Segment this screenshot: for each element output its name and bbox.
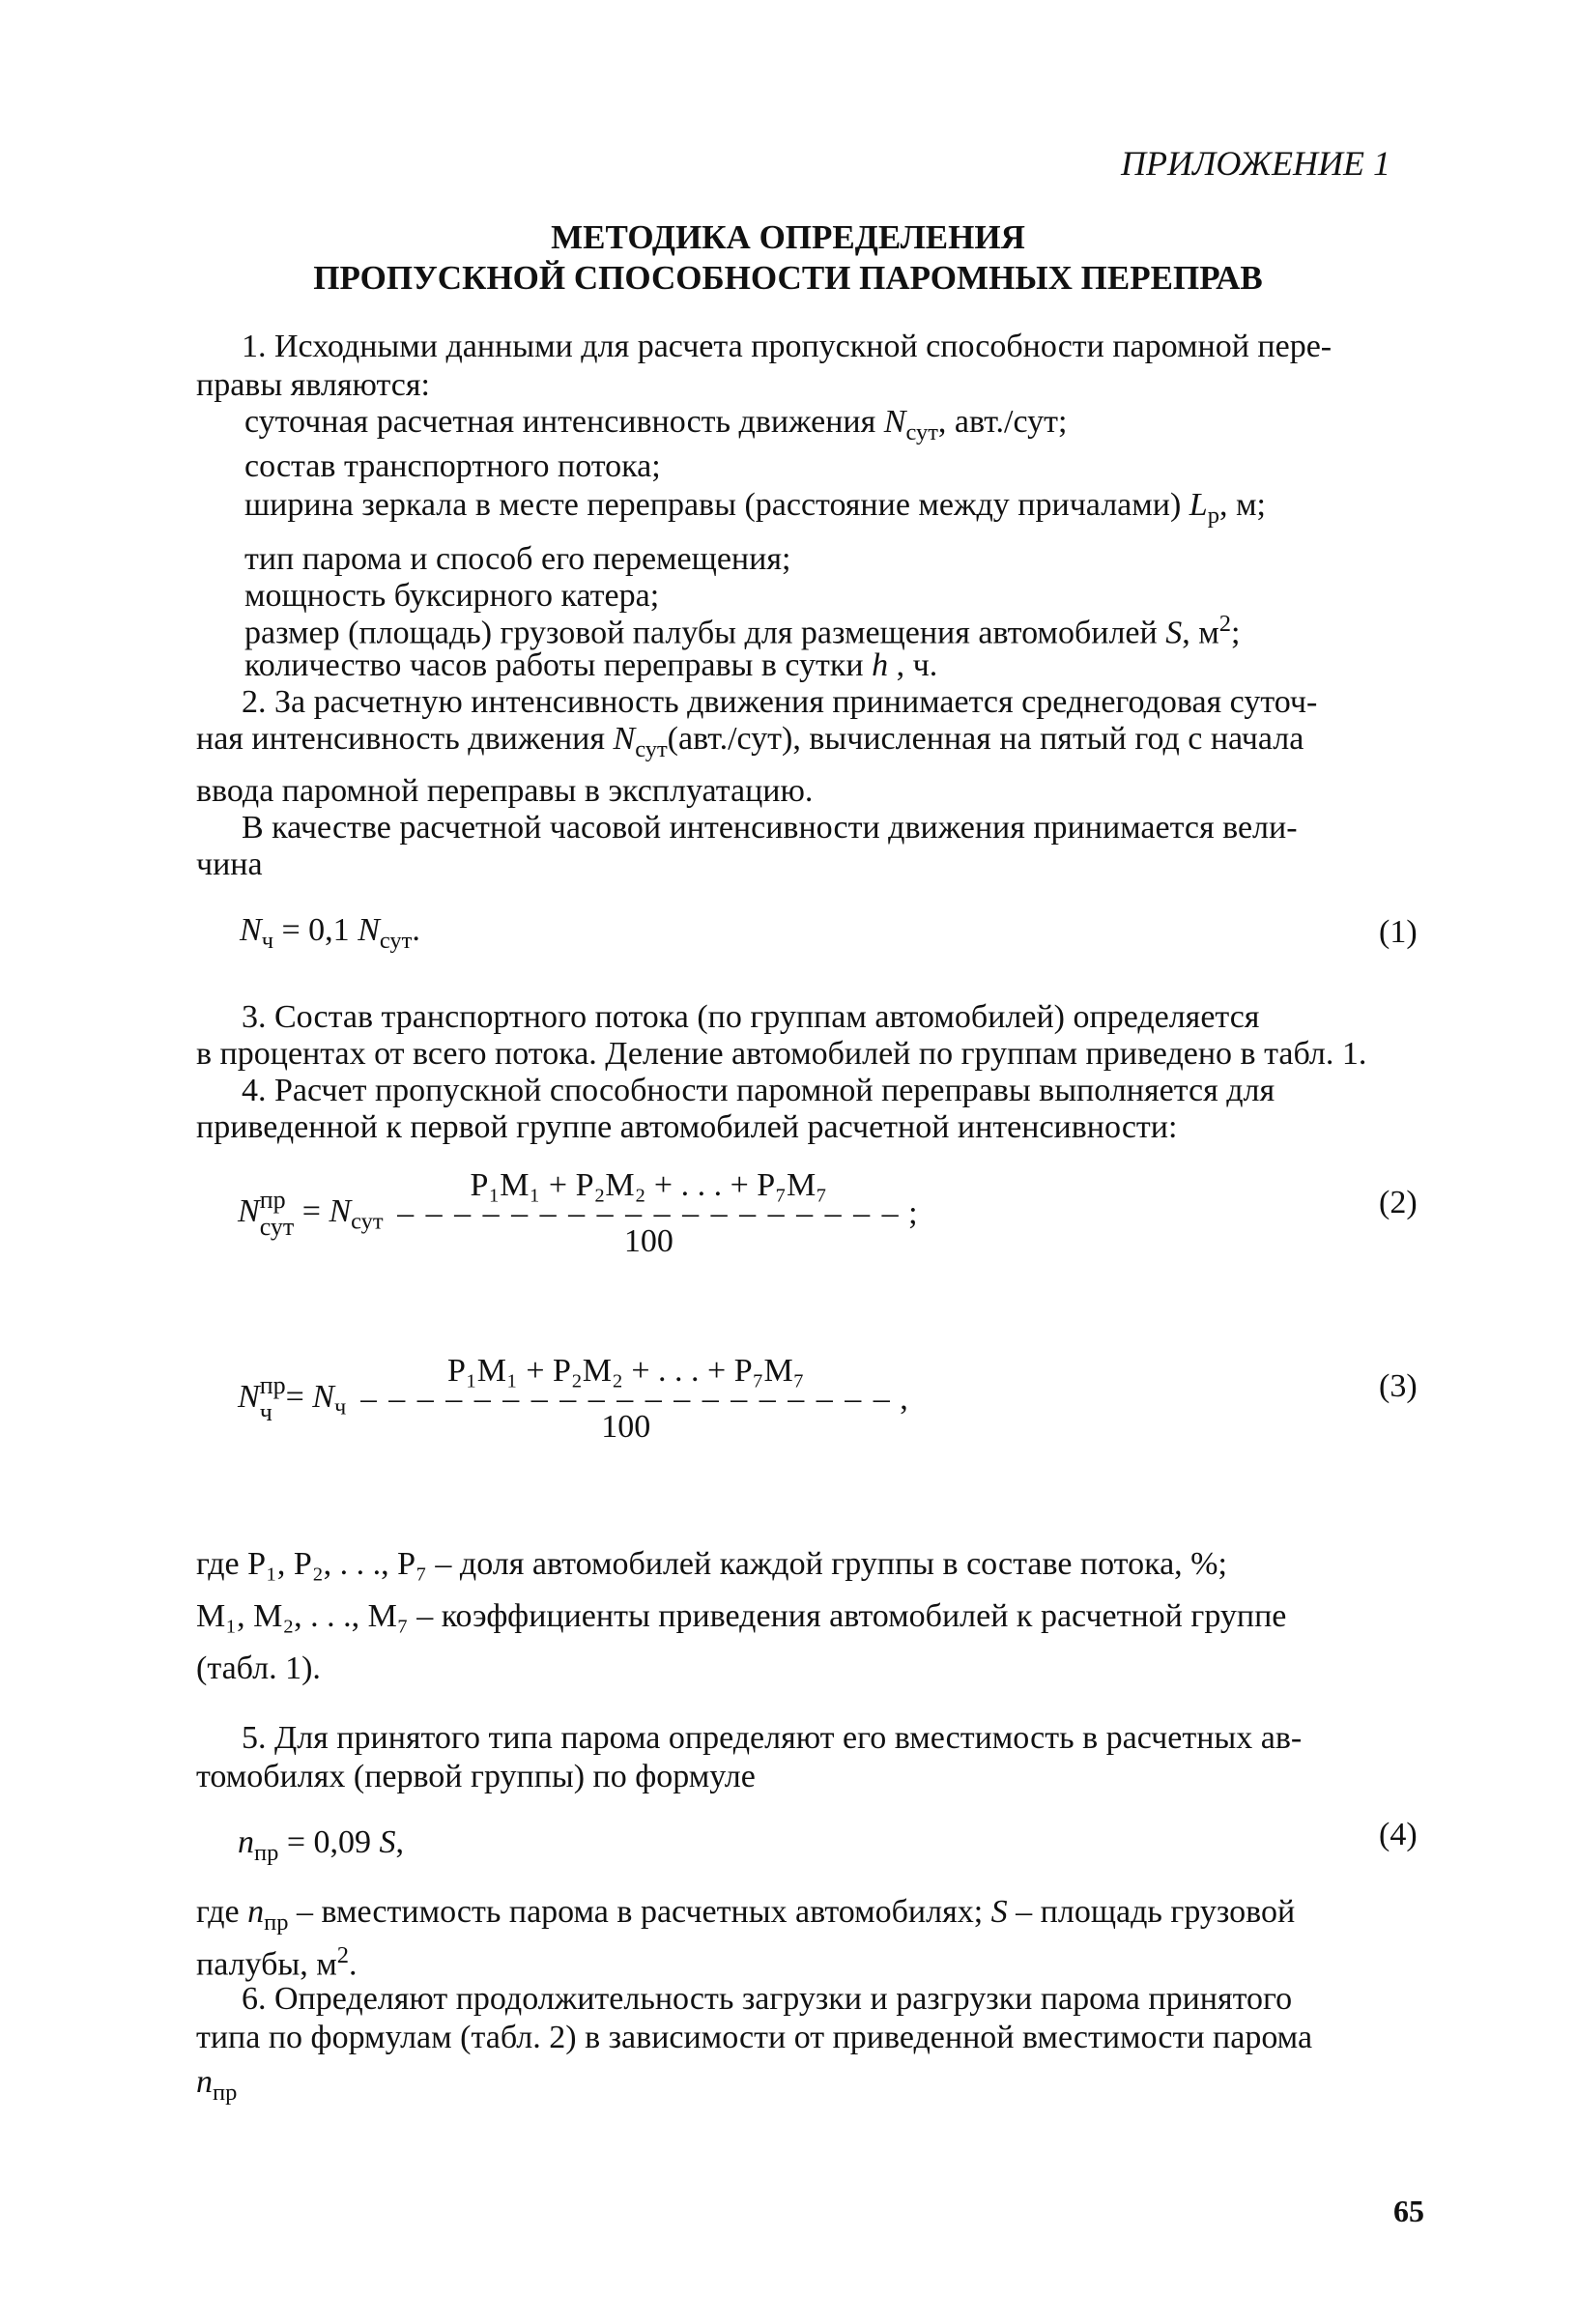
formula-4 bbox=[238, 1824, 404, 1867]
formula2-numerator: P₁M₁ + P₂M₂ + . . . + P₇M₇ bbox=[470, 1167, 828, 1203]
title-line-2: ПРОПУСКНОЙ СПОСОБНОСТИ ПАРОМНЫХ ПЕРЕПРАВ bbox=[313, 259, 1263, 297]
formula1-rhs-subscript: сут bbox=[379, 927, 413, 954]
item1-text: суточная расчетная интенсивность движения bbox=[244, 404, 884, 440]
item6-symbol: S bbox=[1165, 615, 1183, 651]
formula3-rhs-subscript: ч bbox=[333, 1393, 347, 1420]
formula3-lhs-symbol: N bbox=[238, 1378, 260, 1415]
formula-2 bbox=[238, 1167, 918, 1260]
where1-line1: где P₁, P₂, . . ., P₇ – доля автомобилей каждой группы в составе потока, %; bbox=[196, 1546, 1227, 1582]
formula2-lhs-superscript: пр bbox=[259, 1186, 286, 1214]
item7-text: количество часов работы переправы в сутки bbox=[244, 647, 873, 683]
formula1-rhs: = 0,1 bbox=[273, 912, 358, 948]
section3-line1: 3. Состав транспортного потока (по группам автомобилей) определяется bbox=[242, 999, 1260, 1035]
item7-symbol: h bbox=[872, 647, 889, 683]
formula3-fraction-line: – – – – – – – – – – – – – – – – – – – bbox=[359, 1390, 892, 1409]
formula2-equals: = bbox=[294, 1192, 330, 1229]
formula-1 bbox=[240, 912, 420, 955]
formula-3 bbox=[238, 1353, 908, 1446]
list-item-hours bbox=[244, 647, 937, 684]
formula4-lhs-subscript: пр bbox=[254, 1839, 279, 1866]
formula2-fraction bbox=[397, 1167, 901, 1260]
where1-line3: (табл. 1). bbox=[196, 1650, 321, 1686]
formula3-lhs-superscript: пр bbox=[259, 1371, 286, 1399]
item6-unit: , м bbox=[1182, 615, 1219, 651]
formula1-end: . bbox=[412, 912, 420, 948]
section4-line2: приведенной к первой группе автомобилей расчетной интенсивности: bbox=[196, 1109, 1178, 1145]
item1-symbol: N bbox=[883, 404, 906, 440]
formula2-lhs-symbol: N bbox=[238, 1192, 260, 1229]
item3-symbol: L bbox=[1189, 487, 1208, 523]
where2-symbol-s: S bbox=[990, 1894, 1008, 1930]
formula-3-number: (3) bbox=[1379, 1368, 1418, 1404]
formula2-rhs-subscript: сут bbox=[351, 1208, 384, 1235]
section2-line1: 2. За расчетную интенсивность движения принимается среднегодовая суточ- bbox=[242, 684, 1318, 720]
where2-prefix: где bbox=[196, 1894, 248, 1930]
where2-line2 bbox=[196, 1942, 358, 1983]
formula-2-number: (2) bbox=[1379, 1185, 1418, 1220]
where2-line2-end: . bbox=[349, 1946, 358, 1983]
formula4-lhs-symbol: n bbox=[238, 1824, 254, 1860]
section5-line2: томобилях (первой группы) по формуле bbox=[196, 1759, 756, 1794]
appendix-label: ПРИЛОЖЕНИЕ 1 bbox=[1121, 144, 1390, 183]
section2-line3: ввода паромной переправы в эксплуатацию. bbox=[196, 773, 814, 809]
formula3-rhs-symbol: N bbox=[312, 1378, 334, 1415]
where2-line1 bbox=[196, 1894, 1295, 1937]
formula3-equals: = bbox=[285, 1378, 313, 1415]
title-line-1: МЕТОДИКА ОПРЕДЕЛЕНИЯ bbox=[551, 218, 1025, 256]
section3-line2: в процентах от всего потока. Деление автомобилей по группам приведено в табл. 1. bbox=[196, 1036, 1367, 1072]
formula3-lhs-subscript: ч bbox=[259, 1398, 272, 1426]
formula4-rhs-symbol: S bbox=[379, 1824, 396, 1860]
section6-symbol: n bbox=[196, 2064, 213, 2100]
formula4-rhs: = 0,09 bbox=[278, 1824, 380, 1860]
formula2-lhs-subscript: сут bbox=[259, 1213, 295, 1241]
where2-suffix: – площадь грузовой bbox=[1007, 1894, 1296, 1930]
formula2-denominator: 100 bbox=[623, 1223, 673, 1259]
formula1-lhs-symbol: N bbox=[240, 912, 262, 948]
where2-line2-superscript: 2 bbox=[336, 1942, 349, 1968]
section4-line1: 4. Расчет пропускной способности паромной переправы выполняется для bbox=[242, 1073, 1275, 1108]
formula-4-number: (4) bbox=[1379, 1817, 1418, 1852]
section2-line2 bbox=[196, 721, 1304, 763]
item6-text: размер (площадь) грузовой палубы для размещения автомобилей bbox=[244, 615, 1166, 651]
item3-text: ширина зеркала в месте переправы (расстояние между причалами) bbox=[244, 487, 1189, 523]
formula3-numerator: P₁M₁ + P₂M₂ + . . . + P₇M₇ bbox=[447, 1353, 805, 1389]
section2-line2-rest: (авт./сут), вычисленная на пятый год с начала bbox=[667, 721, 1304, 757]
item7-unit: , ч. bbox=[888, 647, 938, 683]
section6-line2: типа по формулам (табл. 2) в зависимости от приведенной вместимости парома bbox=[196, 2020, 1313, 2055]
list-item-ferry-type: тип парома и способ его перемещения; bbox=[244, 541, 791, 577]
item3-subscript: р bbox=[1207, 502, 1219, 529]
section2-subscript: сут bbox=[635, 735, 668, 762]
item3-unit: , м; bbox=[1218, 487, 1266, 523]
formula1-lhs-subscript: ч bbox=[261, 927, 273, 954]
list-item-daily-intensity bbox=[244, 404, 1067, 446]
formula2-rhs-symbol: N bbox=[329, 1192, 352, 1229]
page-number: 65 bbox=[1393, 2194, 1424, 2228]
section2-line5: чина bbox=[196, 846, 263, 882]
formula4-end: , bbox=[395, 1824, 405, 1860]
where2-line2-text: палубы, м bbox=[196, 1946, 337, 1983]
where2-subscript: пр bbox=[264, 1908, 289, 1936]
where2-symbol: n bbox=[247, 1894, 265, 1930]
section2-line4: В качестве расчетной часовой интенсивности движения принимается вели- bbox=[242, 810, 1298, 846]
list-item-traffic-composition: состав транспортного потока; bbox=[244, 448, 661, 484]
section2-symbol: N bbox=[613, 721, 636, 757]
section5-line1: 5. Для принятого типа парома определяют его вместимость в расчетных ав- bbox=[242, 1720, 1303, 1756]
formula1-rhs-symbol: N bbox=[358, 912, 380, 948]
item1-unit: , авт./сут; bbox=[937, 404, 1068, 440]
section1-intro-line2: правы являются: bbox=[196, 367, 430, 403]
section1-intro-line1: 1. Исходными данными для расчета пропускной способности паромной пере- bbox=[242, 329, 1332, 364]
list-item-river-width bbox=[244, 487, 1266, 530]
section2-line2-text: ная интенсивность движения bbox=[196, 721, 614, 757]
list-item-deck-area bbox=[244, 611, 1240, 651]
formula3-fraction bbox=[360, 1353, 892, 1446]
where1-line2: M₁, M₂, . . ., M₇ – коэффициенты приведения автомобилей к расчетной группе bbox=[196, 1598, 1287, 1634]
section6-line3 bbox=[196, 2064, 237, 2107]
list-item-tug-power: мощность буксирного катера; bbox=[244, 578, 660, 614]
formula2-end: ; bbox=[908, 1195, 918, 1231]
section6-subscript: пр bbox=[213, 2079, 238, 2106]
section6-line1: 6. Определяют продолжительность загрузки и разгрузки парома принятого bbox=[242, 1981, 1293, 2017]
item6-superscript: 2 bbox=[1218, 611, 1231, 637]
formula3-end: , bbox=[900, 1381, 908, 1417]
where2-middle: – вместимость парома в расчетных автомобилях; bbox=[288, 1894, 991, 1930]
formula3-denominator: 100 bbox=[601, 1409, 651, 1445]
item1-subscript: сут bbox=[905, 418, 938, 445]
item6-end: ; bbox=[1230, 615, 1241, 651]
formula-1-number: (1) bbox=[1379, 914, 1418, 950]
formula2-fraction-line: – – – – – – – – – – – – – – – – – – bbox=[397, 1204, 901, 1223]
